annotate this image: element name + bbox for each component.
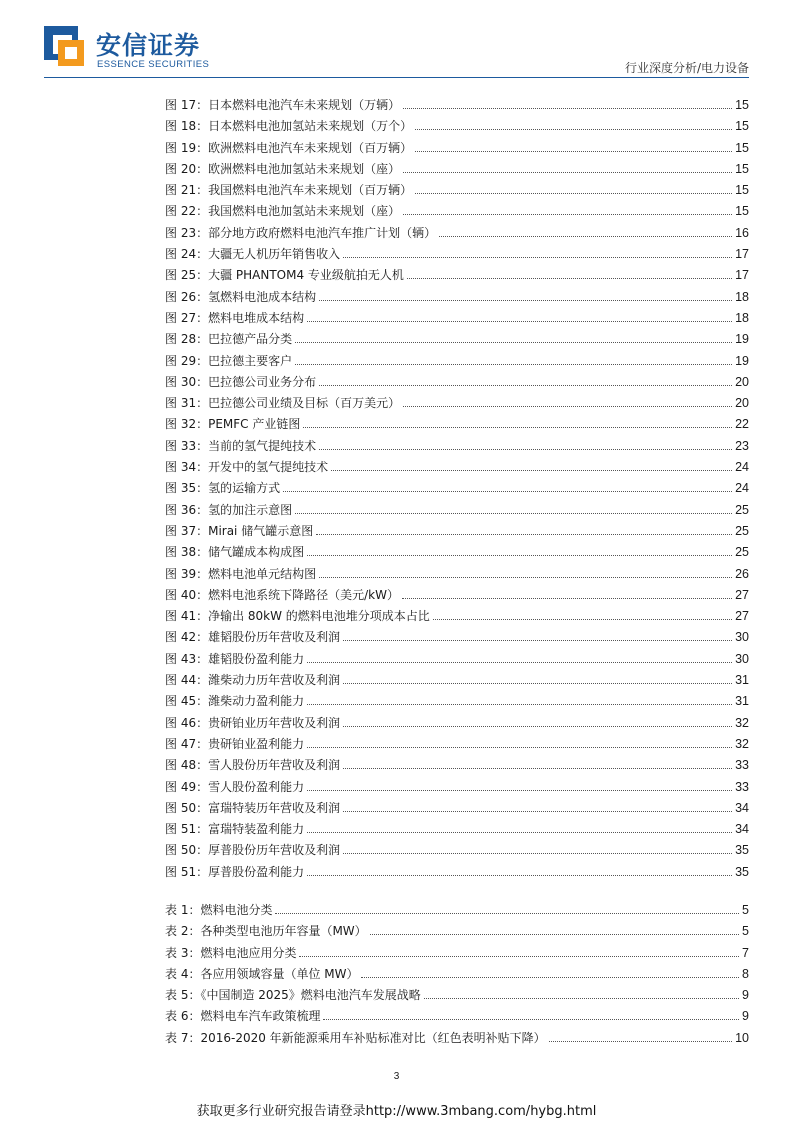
figure-toc-row[interactable] <box>165 607 749 628</box>
dot-leader <box>343 257 732 258</box>
toc-entry-page: 5 <box>742 924 749 939</box>
toc-entry-label: 图 48：雪人股份历年营收及利润 <box>165 758 341 773</box>
toc-entry-label: 图 35：氢的运输方式 <box>165 481 281 496</box>
toc-entry-page: 30 <box>735 651 749 666</box>
toc-entry-label: 图 22：我国燃料电池加氢站未来规划（座） <box>165 204 401 219</box>
toc-entry-label: 图 32：PEMFC 产业链图 <box>165 417 301 432</box>
figure-toc-row[interactable] <box>165 394 749 415</box>
dot-leader <box>370 934 739 935</box>
report-type: 行业深度分析/电力设备 <box>624 61 749 75</box>
header-divider <box>44 77 749 78</box>
toc-entry-label: 图 42：雄韬股份历年营收及利润 <box>165 630 341 645</box>
toc-entry-label: 表 3：燃料电池应用分类 <box>165 945 297 960</box>
figure-toc-row[interactable] <box>165 160 749 181</box>
toc-entry-label: 表 4：各应用领域容量（单位 MW） <box>165 966 359 981</box>
figure-toc-row[interactable] <box>165 841 749 862</box>
toc-entry-label: 图 17：日本燃料电池汽车未来规划（万辆） <box>165 98 401 112</box>
logo-orange-cutout <box>65 47 77 59</box>
toc-entry-label: 表 2：各种类型电池历年容量（MW） <box>165 924 367 939</box>
dot-leader <box>439 236 732 237</box>
dot-leader <box>295 513 732 514</box>
figure-toc-row[interactable] <box>165 650 749 671</box>
dot-leader <box>303 427 732 428</box>
toc-entry-page: 24 <box>735 481 749 496</box>
company-logo <box>44 26 84 66</box>
toc-entry-label: 图 23：部分地方政府燃料电池汽车推广计划（辆） <box>165 225 437 240</box>
list-gap <box>165 884 749 901</box>
dot-leader <box>283 491 732 492</box>
toc-entry-label: 图 30：巴拉德公司业务分布 <box>165 374 317 389</box>
dot-leader <box>415 129 732 130</box>
figure-toc-row[interactable] <box>165 266 749 287</box>
dot-leader <box>331 470 732 471</box>
dot-leader <box>407 278 732 279</box>
toc-entry-page: 15 <box>735 161 749 176</box>
toc-entry-page: 34 <box>735 800 749 815</box>
toc-entry-page: 34 <box>735 822 749 837</box>
toc-entry-page: 27 <box>735 609 749 624</box>
dot-leader <box>403 406 732 407</box>
toc-entry-page: 24 <box>735 460 749 475</box>
figure-toc-row[interactable] <box>165 692 749 713</box>
toc-entry-page: 35 <box>735 843 749 858</box>
figure-toc-row[interactable] <box>165 479 749 500</box>
toc-entry-label: 图 21：我国燃料电池汽车未来规划（百万辆） <box>165 183 413 198</box>
toc-entry-page: 23 <box>735 438 749 453</box>
toc-entry-label: 图 33：当前的氢气提纯技术 <box>165 438 317 453</box>
toc-entry-page: 33 <box>735 758 749 773</box>
toc-entry-label: 图 29：巴拉德主要客户 <box>165 353 293 368</box>
dot-leader <box>307 321 732 322</box>
toc-entry-label: 表 1：燃料电池分类 <box>165 902 273 917</box>
figure-toc-row[interactable] <box>165 437 749 458</box>
figure-toc-row[interactable] <box>165 117 749 138</box>
table-toc-row[interactable] <box>165 965 749 986</box>
dot-leader <box>307 832 732 833</box>
toc-entry-page: 15 <box>735 119 749 134</box>
figure-toc-row[interactable] <box>165 543 749 564</box>
toc-entry-page: 17 <box>735 268 749 283</box>
dot-leader <box>275 913 739 914</box>
dot-leader <box>307 704 732 705</box>
table-toc-row[interactable] <box>165 986 749 1007</box>
figure-toc-row[interactable] <box>165 352 749 373</box>
toc-entry-page: 19 <box>735 353 749 368</box>
toc-entry-page: 33 <box>735 779 749 794</box>
toc-entry-label: 图 49：雪人股份盈利能力 <box>165 779 305 794</box>
page-number: 3 <box>393 1071 400 1082</box>
toc-entry-label: 图 19：欧洲燃料电池汽车未来规划（百万辆） <box>165 140 413 155</box>
toc-entry-label: 图 26：氢燃料电池成本结构 <box>165 289 317 304</box>
dot-leader <box>424 998 739 999</box>
brand-name-en: ESSENCE SECURITIES <box>97 59 210 70</box>
toc-entry-page: 20 <box>735 374 749 389</box>
toc-entry-label: 图 41：净输出 80kW 的燃料电池堆分项成本占比 <box>165 609 430 624</box>
toc-entry-page: 15 <box>735 183 749 198</box>
dot-leader <box>403 214 732 215</box>
figure-toc-row[interactable] <box>165 756 749 777</box>
toc-entry-label: 图 47：贵研铂业盈利能力 <box>165 736 305 751</box>
figure-toc-row[interactable] <box>165 820 749 841</box>
toc-entry-label: 图 39：燃料电池单元结构图 <box>165 566 317 581</box>
toc-entry-page: 10 <box>735 1030 749 1045</box>
figure-toc-row[interactable] <box>165 714 749 735</box>
figure-toc-row[interactable] <box>165 96 749 117</box>
toc-entry-page: 19 <box>735 332 749 347</box>
toc-entry-label: 图 25：大疆 PHANTOM4 专业级航拍无人机 <box>165 268 404 283</box>
figure-toc-row[interactable] <box>165 522 749 543</box>
toc-entry-label: 图 51：富瑞特装盈利能力 <box>165 822 305 837</box>
toc-entry-page: 18 <box>735 289 749 304</box>
toc-entry-page: 18 <box>735 310 749 325</box>
table-toc-row[interactable] <box>165 1007 749 1028</box>
dot-leader <box>307 790 732 791</box>
toc-entry-label: 图 24：大疆无人机历年销售收入 <box>165 247 341 262</box>
toc-entry-page: 9 <box>742 1009 749 1024</box>
toc-entry-label: 图 31：巴拉德公司业绩及目标（百万美元） <box>165 396 401 411</box>
figure-toc-row[interactable] <box>165 415 749 436</box>
dot-leader <box>361 977 739 978</box>
toc-entry-page: 5 <box>742 902 749 917</box>
footer-notice: 获取更多行业研究报告请登录http://www.3mbang.com/hybg.html <box>196 1104 597 1119</box>
toc-entry-page: 35 <box>735 864 749 879</box>
toc-entry-label: 图 51：厚普股份盈利能力 <box>165 864 305 879</box>
toc-entry-label: 图 28：巴拉德产品分类 <box>165 332 293 347</box>
dot-leader <box>403 172 732 173</box>
toc-entry-page: 25 <box>735 523 749 538</box>
table-toc-row[interactable] <box>165 1029 749 1050</box>
figure-toc-row[interactable] <box>165 778 749 799</box>
toc-entry-label: 图 45：潍柴动力盈利能力 <box>165 694 305 709</box>
figure-toc-row[interactable] <box>165 373 749 394</box>
toc-entry-label: 图 50：厚普股份历年营收及利润 <box>165 843 341 858</box>
toc-entry-page: 25 <box>735 545 749 560</box>
toc-entry-page: 15 <box>735 204 749 219</box>
toc-entry-label: 表 5：《中国制造 2025》燃料电池汽车发展战略 <box>165 988 421 1003</box>
dot-leader <box>343 640 732 641</box>
figure-toc-row[interactable] <box>165 202 749 223</box>
dot-leader <box>319 449 732 450</box>
toc-entry-label: 图 36：氢的加注示意图 <box>165 502 293 517</box>
figure-toc-row[interactable] <box>165 863 749 884</box>
figure-toc-row[interactable] <box>165 181 749 202</box>
toc-entry-page: 20 <box>735 396 749 411</box>
toc-entry-label: 图 27：燃料电堆成本结构 <box>165 310 305 325</box>
dot-leader <box>299 956 739 957</box>
toc-entry-label: 图 38：储气罐成本构成图 <box>165 545 305 560</box>
toc-entry-page: 8 <box>742 966 749 981</box>
toc-entry-page: 31 <box>735 673 749 688</box>
figure-toc-row[interactable] <box>165 245 749 266</box>
dot-leader <box>316 534 732 535</box>
toc-entry-page: 15 <box>735 98 749 112</box>
table-list <box>165 901 749 1050</box>
dot-leader <box>295 364 732 365</box>
toc-entry-page: 9 <box>742 988 749 1003</box>
toc-entry-label: 图 18：日本燃料电池加氢站未来规划（万个） <box>165 119 413 134</box>
toc-entry-label: 图 20：欧洲燃料电池加氢站未来规划（座） <box>165 161 401 176</box>
dot-leader <box>415 193 732 194</box>
toc-entry-page: 26 <box>735 566 749 581</box>
toc-entry-page: 32 <box>735 736 749 751</box>
toc-entry-page: 17 <box>735 247 749 262</box>
dot-leader <box>319 300 732 301</box>
dot-leader <box>319 577 732 578</box>
dot-leader <box>403 108 732 109</box>
figure-toc-row[interactable] <box>165 735 749 756</box>
dot-leader <box>307 747 732 748</box>
figure-toc-row[interactable] <box>165 288 749 309</box>
toc-entry-label: 表 7：2016-2020 年新能源乘用车补贴标准对比（红色表明补贴下降） <box>165 1030 546 1045</box>
dot-leader <box>319 385 732 386</box>
toc-entry-label: 图 46：贵研铂业历年营收及利润 <box>165 715 341 730</box>
table-toc-row[interactable] <box>165 922 749 943</box>
dot-leader <box>343 768 732 769</box>
toc-entry-label: 图 37：Mirai 储气罐示意图 <box>165 523 314 538</box>
toc-entry-page: 16 <box>735 225 749 240</box>
toc-entry-page: 31 <box>735 694 749 709</box>
toc-entry-label: 图 34：开发中的氢气提纯技术 <box>165 460 329 475</box>
figure-toc-row[interactable] <box>165 628 749 649</box>
dot-leader <box>549 1041 732 1042</box>
toc-entry-label: 图 43：雄韬股份盈利能力 <box>165 651 305 666</box>
toc-entry-label: 图 44：潍柴动力历年营收及利润 <box>165 673 341 688</box>
dot-leader <box>433 619 732 620</box>
toc-entry-page: 7 <box>742 945 749 960</box>
brand-name-cn: 安信证券 <box>96 31 201 60</box>
toc-entry-label: 图 40：燃料电池系统下降路径（美元/kW） <box>165 587 399 602</box>
figure-toc-row[interactable] <box>165 799 749 820</box>
dot-leader <box>323 1019 739 1020</box>
figure-toc-row[interactable] <box>165 309 749 330</box>
toc-entry-page: 22 <box>735 417 749 432</box>
figure-list <box>165 96 749 884</box>
table-toc-row[interactable] <box>165 944 749 965</box>
dot-leader <box>415 151 732 152</box>
figure-toc-row[interactable] <box>165 139 749 160</box>
dot-leader <box>402 598 732 599</box>
dot-leader <box>307 555 732 556</box>
table-toc-row[interactable] <box>165 901 749 922</box>
toc-entry-page: 25 <box>735 502 749 517</box>
figure-toc-row[interactable] <box>165 501 749 522</box>
table-of-contents <box>165 96 749 1050</box>
figure-toc-row[interactable] <box>165 671 749 692</box>
toc-entry-page: 32 <box>735 715 749 730</box>
dot-leader <box>343 726 732 727</box>
toc-entry-page: 27 <box>735 587 749 602</box>
dot-leader <box>343 683 732 684</box>
toc-entry-label: 图 50：富瑞特装历年营收及利润 <box>165 800 341 815</box>
figure-toc-row[interactable] <box>165 458 749 479</box>
toc-entry-page: 15 <box>735 140 749 155</box>
figure-toc-row[interactable] <box>165 330 749 351</box>
figure-toc-row[interactable] <box>165 224 749 245</box>
toc-entry-page: 30 <box>735 630 749 645</box>
dot-leader <box>307 875 732 876</box>
dot-leader <box>343 853 732 854</box>
dot-leader <box>307 662 732 663</box>
figure-toc-row[interactable] <box>165 586 749 607</box>
dot-leader <box>295 342 732 343</box>
figure-toc-row[interactable] <box>165 565 749 586</box>
toc-entry-label: 表 6：燃料电车汽车政策梳理 <box>165 1009 321 1024</box>
dot-leader <box>343 811 732 812</box>
